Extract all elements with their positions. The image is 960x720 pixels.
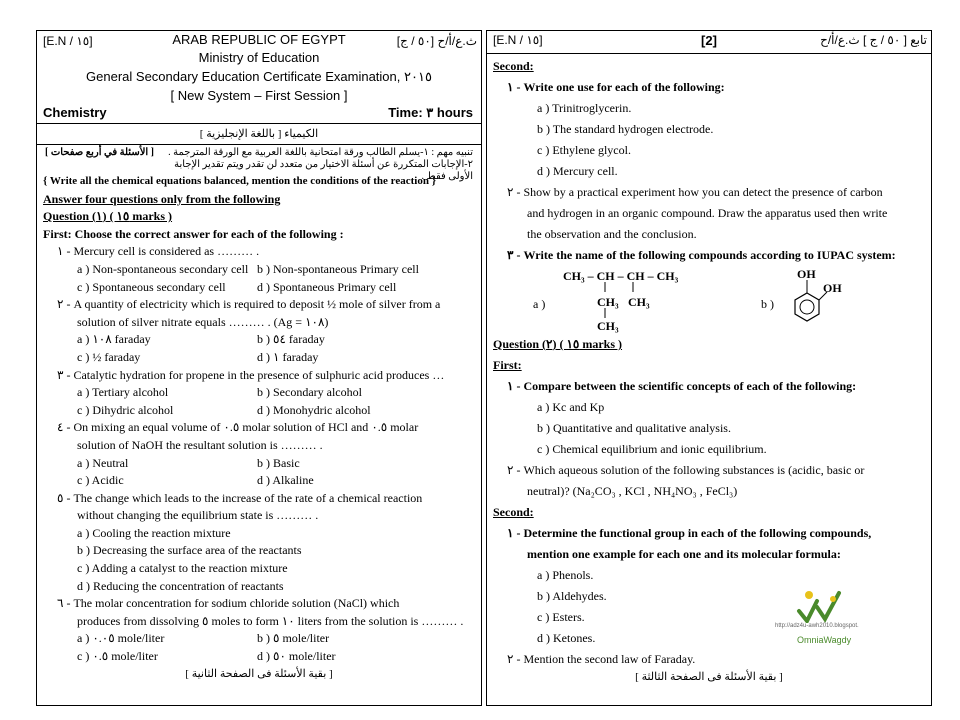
session-title: [ New System – First Session ] bbox=[170, 88, 348, 103]
exam-code: [E.N / ١٥] bbox=[493, 33, 543, 47]
page-footer: [ بقية الأسئلة فى الصفحة الثانية ] bbox=[185, 667, 333, 680]
exam-code: [E.N / ١٥] bbox=[43, 34, 93, 48]
question-item: ٣ - Write the name of the following compounds according to IUPAC system: bbox=[507, 248, 896, 262]
option-b: b ) Quantitative and qualitative analysis. bbox=[537, 421, 731, 435]
struct-a-chain: CH₃ – CH – CH – CH₃ bbox=[563, 269, 679, 283]
option-d: d ) Mercury cell. bbox=[537, 164, 618, 178]
question-item: ١ - Write one use for each of the following: bbox=[507, 80, 725, 94]
note-line-1: تنبيه مهم : ١-يسلم الطالب ورقة امتحانية باللغة العربية مع الورقة المترجمة . bbox=[168, 147, 473, 158]
page-1-content bbox=[37, 145, 481, 685]
question-item-cont: solution of silver nitrate equals ……… . (Ag = ١٠٨) bbox=[77, 314, 329, 329]
logo-url: http://adz4u-awh2010.blogspot. bbox=[775, 623, 859, 629]
option-b: b ) ٥٤ faraday bbox=[257, 332, 325, 347]
option-c: c ) Acidic bbox=[77, 473, 124, 488]
option-c: c ) Adding a catalyst to the reaction mixture bbox=[77, 561, 288, 576]
question-item: ١ - Compare between the scientific concepts of each of the following: bbox=[507, 379, 857, 393]
question-item-cont: produces from dissolving ٥ moles to form ١٠ liters from the solution is ……… . bbox=[77, 613, 464, 628]
logo-name: OmniaWagdy bbox=[797, 635, 852, 645]
question-item: ٤ - On mixing an equal volume of ٠.٥ molar solution of HCl and ٠.٥ molar bbox=[57, 420, 419, 435]
first-title: First: Choose the correct answer for each of the following : bbox=[43, 226, 344, 241]
option-a: a ) ١٠٨ faraday bbox=[77, 332, 151, 347]
question-item-cont: and hydrogen in an organic compound. Draw the apparatus used then write bbox=[527, 206, 888, 220]
option-b: b ) Non-spontaneous Primary cell bbox=[257, 261, 419, 276]
structures-figure bbox=[493, 266, 925, 334]
option-d: d ) ١ faraday bbox=[257, 349, 319, 364]
option-b: b ) ٥ mole/liter bbox=[257, 631, 330, 646]
question-item: ٥ - The change which leads to the increase of the rate of a chemical reaction bbox=[57, 490, 423, 505]
struct-b-oh1: OH bbox=[797, 267, 816, 281]
question-item-cont: solution of NaOH the resultant solution is ……… . bbox=[77, 437, 323, 452]
question-item: ٢ - Which aqueous solution of the following substances is (acidic, basic or bbox=[507, 463, 865, 477]
exam-page-2 bbox=[486, 30, 932, 706]
option-c: c ) ٠.٥ mole/liter bbox=[77, 649, 158, 664]
struct-b-oh2: OH bbox=[823, 281, 842, 295]
exam-title: General Secondary Education Certificate Examination, ٢٠١٥ bbox=[86, 69, 432, 84]
benzene-circle bbox=[800, 300, 814, 314]
arabic-subject: الكيمياء [ باللغة الإنجليزية ] bbox=[37, 124, 481, 145]
exam-page-1 bbox=[36, 30, 482, 706]
question-item: ١ - Determine the functional group in each of the following compounds, bbox=[507, 526, 872, 540]
option-a: a ) Trinitroglycerin. bbox=[537, 101, 632, 115]
question-item: ١ - Mercury cell is considered as ……… . bbox=[57, 244, 260, 259]
option-a: a ) Kc and Kp bbox=[537, 400, 605, 414]
question-1-title: Question (١) ( ١٥ marks ) bbox=[43, 209, 173, 224]
option-b: b ) Secondary alcohol bbox=[257, 385, 362, 400]
question-item: ٢ - Show by a practical experiment how you can detect the presence of carbon bbox=[507, 185, 883, 199]
question-item-cont: mention one example for each one and its molecular formula: bbox=[527, 547, 841, 561]
option-b: b ) Aldehydes. bbox=[537, 589, 607, 603]
question-item: ٣ - Catalytic hydration for propene in the presence of sulphuric acid produces … bbox=[57, 367, 445, 382]
page-2-header bbox=[487, 31, 931, 54]
structure-bonds bbox=[493, 266, 932, 334]
option-c: c ) Ethylene glycol. bbox=[537, 143, 631, 157]
struct-a-sub3: CH₃ bbox=[597, 319, 619, 333]
notes-pages-label: [ الأسئلة في أربع صفحات ] bbox=[45, 147, 155, 158]
option-d: d ) Ketones. bbox=[537, 631, 596, 645]
second-title: Second: bbox=[493, 59, 534, 73]
option-c: c ) Esters. bbox=[537, 610, 585, 624]
question-item-cont: the observation and the conclusion. bbox=[527, 227, 697, 241]
first-title: First: bbox=[493, 358, 522, 372]
page-number: [2] bbox=[701, 33, 717, 48]
question-item: ٢ - A quantity of electricity which is required to deposit ½ mole of silver from a bbox=[57, 297, 441, 312]
struct-a-sub1: CH₃ bbox=[597, 295, 619, 309]
option-a: a ) Phenols. bbox=[537, 568, 594, 582]
option-b: b ) The standard hydrogen electrode. bbox=[537, 122, 714, 136]
instruction: { Write all the chemical equations balanced, mention the conditions of the reaction } bbox=[43, 175, 437, 187]
option-a: a ) ٠.٠٥ mole/liter bbox=[77, 631, 165, 646]
question-item-cont: without changing the equilibrium state is ……… . bbox=[77, 508, 319, 523]
exam-header bbox=[37, 31, 481, 124]
option-c: c ) Dihydric alcohol bbox=[77, 402, 174, 417]
option-d: d ) Spontaneous Primary cell bbox=[257, 279, 397, 294]
question-2-title: Question (٢) ( ١٥ marks ) bbox=[493, 337, 623, 351]
answer-instruction: Answer four questions only from the following bbox=[43, 191, 281, 206]
question-item: ٢ - Mention the second law of Faraday. bbox=[507, 652, 696, 666]
option-d: d ) Reducing the concentration of reactants bbox=[77, 578, 284, 593]
option-a: a ) Neutral bbox=[77, 455, 129, 470]
option-b: b ) Basic bbox=[257, 455, 300, 470]
option-a: a ) Tertiary alcohol bbox=[77, 385, 169, 400]
page-footer: [ بقية الأسئلة فى الصفحة الثالثة ] bbox=[635, 671, 783, 683]
watermark-logo bbox=[775, 587, 879, 677]
struct-b-label: b ) bbox=[761, 297, 774, 311]
question-item: ٦ - The molar concentration for sodium chloride solution (NaCl) which bbox=[57, 596, 400, 611]
struct-a-label: a ) bbox=[533, 297, 546, 311]
subject-label: Chemistry bbox=[43, 105, 107, 120]
option-a: a ) Non-spontaneous secondary cell bbox=[77, 261, 249, 276]
logo-icon bbox=[795, 587, 855, 623]
country-title: ARAB REPUBLIC OF EGYPT bbox=[172, 32, 346, 47]
ministry-title: Ministry of Education bbox=[198, 50, 320, 65]
struct-a-sub2: CH₃ bbox=[628, 295, 650, 309]
option-c: c ) Chemical equilibrium and ionic equilibrium. bbox=[537, 442, 767, 456]
option-d: d ) Monohydric alcohol bbox=[257, 402, 371, 417]
second-title: Second: bbox=[493, 505, 534, 519]
option-c: c ) Spontaneous secondary cell bbox=[77, 279, 226, 294]
time-label: Time: ٣ hours bbox=[388, 105, 473, 120]
exam-code-arabic: تابع [ ٥٠ / ج ] ث.ع/أ/ح bbox=[820, 33, 927, 47]
exam-code-arabic: [٥٠ / ج] ث.ع/أ/ح bbox=[396, 34, 477, 48]
option-a: a ) Cooling the reaction mixture bbox=[77, 525, 231, 540]
option-c: c ) ½ faraday bbox=[77, 349, 141, 364]
note-line-2: ٢-الإجابات المتكررة عن أسئلة الاختيار من متعدد لن تقدر ويتم تقدير الإجابة الأولى فقط . bbox=[174, 159, 473, 182]
option-d: d ) Alkaline bbox=[257, 473, 314, 488]
option-b: b ) Decreasing the surface area of the reactants bbox=[77, 543, 302, 558]
question-item-cont: neutral)? (Na₂CO₃ , KCl , NH₄NO₃ , FeCl₃) bbox=[527, 484, 738, 498]
option-d: d ) ٥٠ mole/liter bbox=[257, 649, 336, 664]
benzene-ring bbox=[795, 293, 819, 321]
